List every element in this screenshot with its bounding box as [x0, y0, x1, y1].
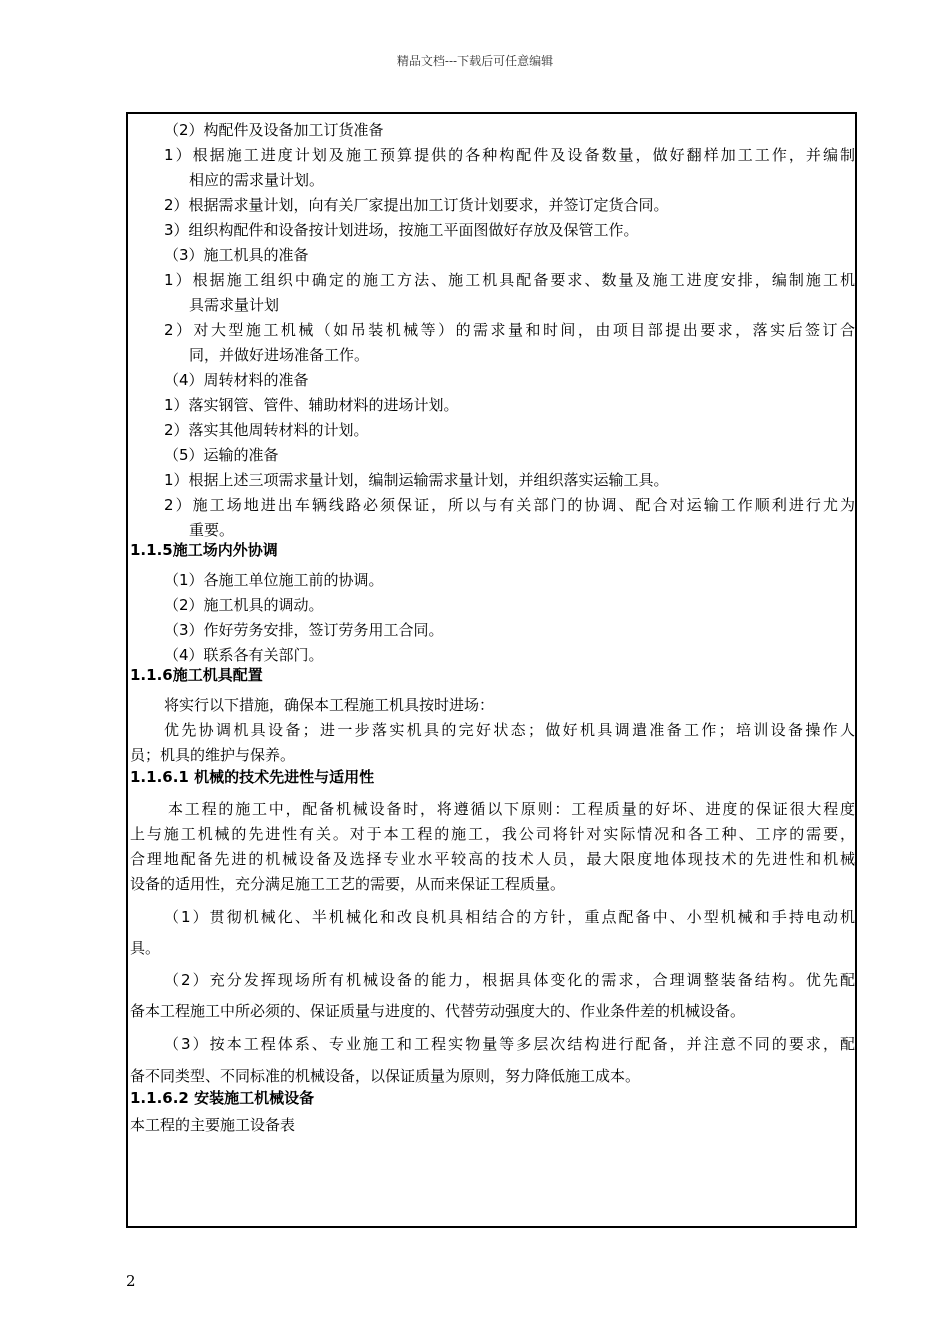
- text-line: 具。: [130, 939, 161, 957]
- text-line: （2）构配件及设备加工订货准备: [164, 121, 384, 139]
- text-line: 员；机具的维护与保养。: [130, 746, 296, 764]
- text-line: 合理地配备先进的机械设备及选择专业水平较高的技术人员，最大限度地体现技术的先进性和机械: [130, 850, 855, 868]
- text-line: （2）充分发挥现场所有机械设备的能力，根据具体变化的需求，合理调整装备结构。优先配: [164, 971, 855, 989]
- text-line: 上与施工机械的先进性有关。对于本工程的施工，我公司将针对实际情况和各工种、工序的需要，: [130, 825, 855, 843]
- text-line: 备不同类型、不同标准的机械设备，以保证质量为原则，努力降低施工成本。: [130, 1067, 641, 1085]
- text-line: （5）运输的准备: [164, 446, 279, 464]
- page-number: 2: [126, 1272, 136, 1290]
- content-frame: [126, 112, 857, 1228]
- text-line: 2）施工场地进出车辆线路必须保证，所以与有关部门的协调、配合对运输工作顺利进行尤为: [164, 496, 855, 514]
- text-line: 优先协调机具设备；进一步落实机具的完好状态；做好机具调遣准备工作；培训设备操作人: [164, 721, 855, 739]
- text-line: 3）组织构配件和设备按计划进场，按施工平面图做好存放及保管工作。: [164, 221, 639, 239]
- text-line: （3）按本工程体系、专业施工和工程实物量等多层次结构进行配备，并注意不同的要求，配: [164, 1035, 855, 1053]
- text-line: （2）施工机具的调动。: [164, 596, 324, 614]
- text-line: 1）根据上述三项需求量计划，编制运输需求量计划，并组织落实运输工具。: [164, 471, 669, 489]
- text-line: 重要。: [189, 521, 235, 539]
- text-line: （1）贯彻机械化、半机械化和改良机具相结合的方针，重点配备中、小型机械和手持电动机: [164, 908, 855, 926]
- text-line: 具需求量计划: [189, 296, 280, 314]
- section-heading: 1.1.6.2 安装施工机械设备: [130, 1089, 315, 1107]
- text-line: 将实行以下措施，确保本工程施工机具按时进场：: [164, 696, 495, 714]
- section-heading: 1.1.6施工机具配置: [130, 666, 263, 684]
- section-heading: 1.1.6.1 机械的技术先进性与适用性: [130, 768, 375, 786]
- text-line: 2）对大型施工机械（如吊装机械等）的需求量和时间，由项目部提出要求，落实后签订合: [164, 321, 855, 339]
- text-line: （3）施工机具的准备: [164, 246, 309, 264]
- text-line: 备本工程施工中所必须的、保证质量与进度的、代替劳动强度大的、作业条件差的机械设备。: [130, 1002, 746, 1020]
- text-line: （4）周转材料的准备: [164, 371, 309, 389]
- text-line: 2）落实其他周转材料的计划。: [164, 421, 369, 439]
- text-line: （1）各施工单位施工前的协调。: [164, 571, 384, 589]
- page-header: 精品文档---下载后可任意编辑: [396, 54, 554, 68]
- text-line: 1）根据施工组织中确定的施工方法、施工机具配备要求、数量及施工进度安排，编制施工机: [164, 271, 855, 289]
- text-line: 1）落实钢管、管件、辅助材料的进场计划。: [164, 396, 459, 414]
- text-line: 本工程的主要施工设备表: [130, 1116, 296, 1134]
- text-line: 同，并做好进场准备工作。: [189, 346, 370, 364]
- text-line: 设备的适用性，充分满足施工工艺的需要，从而来保证工程质量。: [130, 875, 566, 893]
- text-line: 2）根据需求量计划，向有关厂家提出加工订货计划要求，并签订定货合同。: [164, 196, 669, 214]
- text-line: 相应的需求量计划。: [189, 171, 325, 189]
- text-line: 1）根据施工进度计划及施工预算提供的各种构配件及设备数量，做好翻样加工工作，并编制: [164, 146, 855, 164]
- text-line: 本工程的施工中，配备机械设备时，将遵循以下原则：工程质量的好坏、进度的保证很大程度: [168, 800, 855, 818]
- section-heading: 1.1.5施工场内外协调: [130, 541, 278, 559]
- text-line: （4）联系各有关部门。: [164, 646, 324, 664]
- text-line: （3）作好劳务安排，签订劳务用工合同。: [164, 621, 444, 639]
